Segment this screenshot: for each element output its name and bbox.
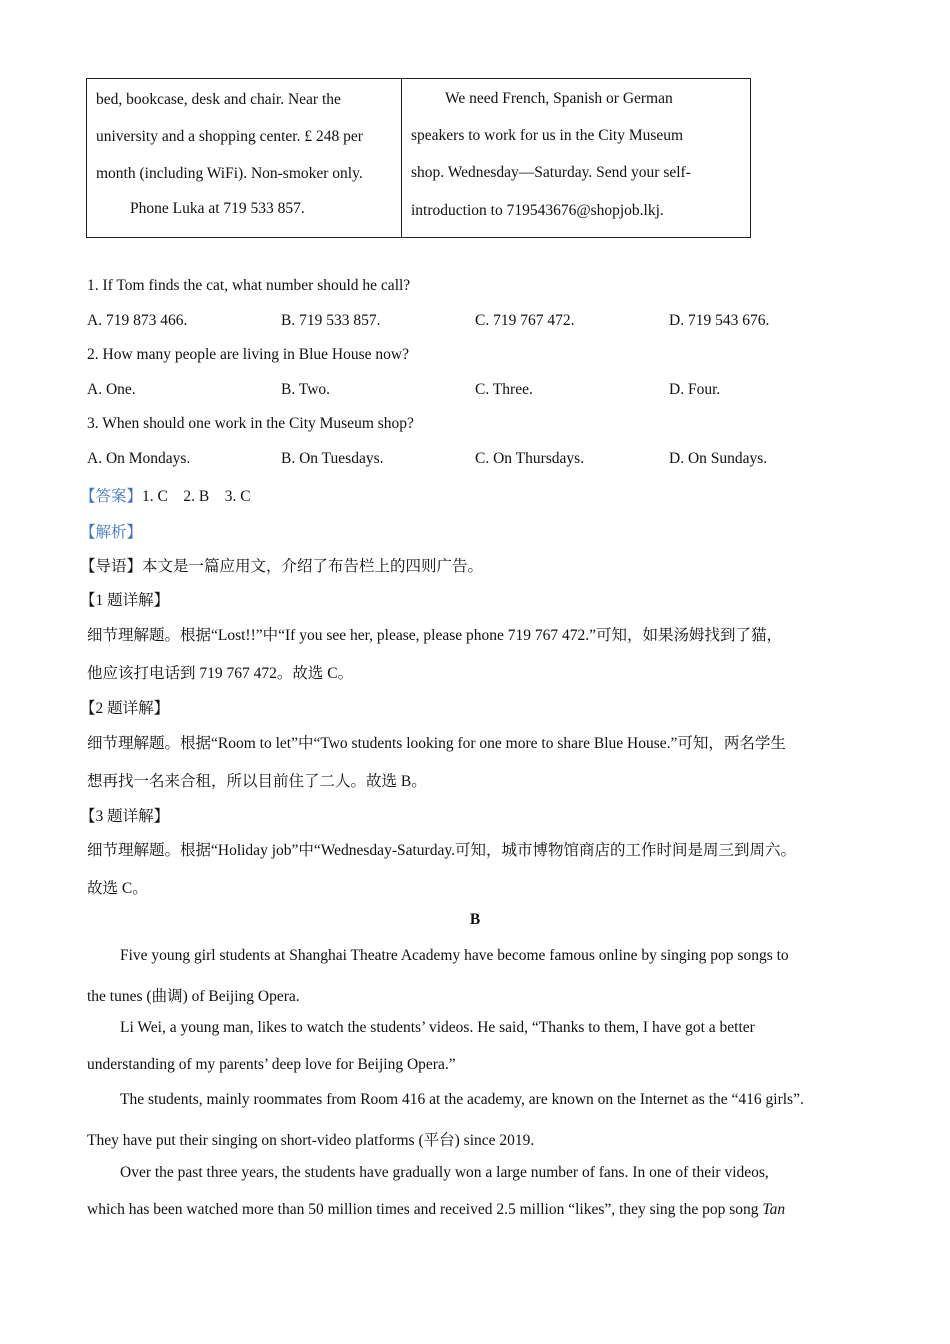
ad-left-line: bed, bookcase, desk and chair. Near the [96, 91, 341, 108]
passage-song-title: Tan [762, 1201, 786, 1218]
passage-line: The students, mainly roommates from Room 416 at the academy, are known on the Internet as the “416 girls”. [120, 1091, 804, 1108]
passage-line: Five young girl students at Shanghai Theatre Academy have become famous online by singing pop songs to [120, 947, 789, 964]
ad-left-line: university and a shopping center. £ 248 per [96, 128, 363, 145]
ad-left-line: Phone Luka at 719 533 857. [130, 200, 305, 217]
question-3-text: 3. When should one work in the City Museum shop? [87, 415, 414, 432]
question-1-option-c: C. 719 767 472. [475, 312, 575, 329]
question-2-option-c: C. Three. [475, 381, 533, 398]
detail-2-line: 细节理解题。根据“Room to let”中“Two students looking for one more to share Blue House.”可知，两名学生 [87, 735, 786, 752]
passage-line: Li Wei, a young man, likes to watch the students’ videos. He said, “Thanks to them, I have got a better [120, 1019, 755, 1036]
ad-right-line: We need French, Spanish or German [445, 90, 673, 107]
intro-text: 【导语】本文是一篇应用文，介绍了布告栏上的四则广告。 [80, 558, 484, 575]
detail-1-line: 他应该打电话到 719 767 472。故选 C。 [87, 665, 354, 682]
passage-line: Over the past three years, the students have gradually won a large number of fans. In one of their videos, [120, 1164, 769, 1181]
question-3-option-b: B. On Tuesdays. [281, 450, 384, 467]
analysis-label: 【解析】 [80, 524, 143, 541]
question-3-option-d: D. On Sundays. [669, 450, 768, 467]
question-2-option-d: D. Four. [669, 381, 721, 398]
passage-line: the tunes (曲调) of Beijing Opera. [87, 988, 300, 1005]
ad-right-line: speakers to work for us in the City Museum [411, 127, 684, 144]
passage-line: They have put their singing on short-video platforms (平台) since 2019. [87, 1132, 535, 1149]
detail-1-heading: 【1 题详解】 [80, 592, 170, 609]
question-3-option-c: C. On Thursdays. [475, 450, 585, 467]
answer-line [80, 484, 251, 506]
detail-2-line: 想再找一名来合租，所以目前住了二人。故选 B。 [87, 773, 427, 790]
section-title: B [469, 911, 481, 928]
ad-left-line: month (including WiFi). Non-smoker only. [96, 165, 363, 182]
question-2-text: 2. How many people are living in Blue House now? [87, 346, 409, 363]
ad-right-line: shop. Wednesday—Saturday. Send your self- [411, 164, 691, 181]
question-1-option-d: D. 719 543 676. [669, 312, 770, 329]
detail-3-line: 故选 C。 [87, 880, 148, 897]
question-2-option-a: A. One. [87, 381, 136, 398]
passage-line [87, 1201, 785, 1219]
question-1-option-a: A. 719 873 466. [87, 312, 188, 329]
question-3-option-a: A. On Mondays. [87, 450, 191, 467]
question-1-option-b: B. 719 533 857. [281, 312, 381, 329]
question-2-option-b: B. Two. [281, 381, 331, 398]
detail-1-line: 细节理解题。根据“Lost!!”中“If you see her, please, please phone 719 767 472.”可知，如果汤姆找到了猫， [87, 627, 783, 644]
detail-2-heading: 【2 题详解】 [80, 700, 170, 717]
detail-3-heading: 【3 题详解】 [80, 808, 170, 825]
answer-value: 1. C 2. B 3. C [142, 488, 251, 505]
passage-line-text: which has been watched more than 50 million times and received 2.5 million “likes”, they sing the pop song [87, 1201, 759, 1218]
passage-line: understanding of my parents’ deep love for Beijing Opera.” [87, 1056, 456, 1073]
advertisement-table [86, 78, 751, 238]
detail-3-line: 细节理解题。根据“Holiday job”中“Wednesday-Saturday.可知，城市博物馆商店的工作时间是周三到周六。 [87, 842, 796, 859]
answer-label: 【答案】 [80, 488, 143, 505]
ad-right-line: introduction to 719543676@shopjob.lkj. [411, 202, 664, 219]
ad-room-to-let-cell [87, 79, 402, 237]
question-1-text: 1. If Tom finds the cat, what number should he call? [87, 277, 411, 294]
ad-holiday-job-cell [402, 79, 750, 237]
